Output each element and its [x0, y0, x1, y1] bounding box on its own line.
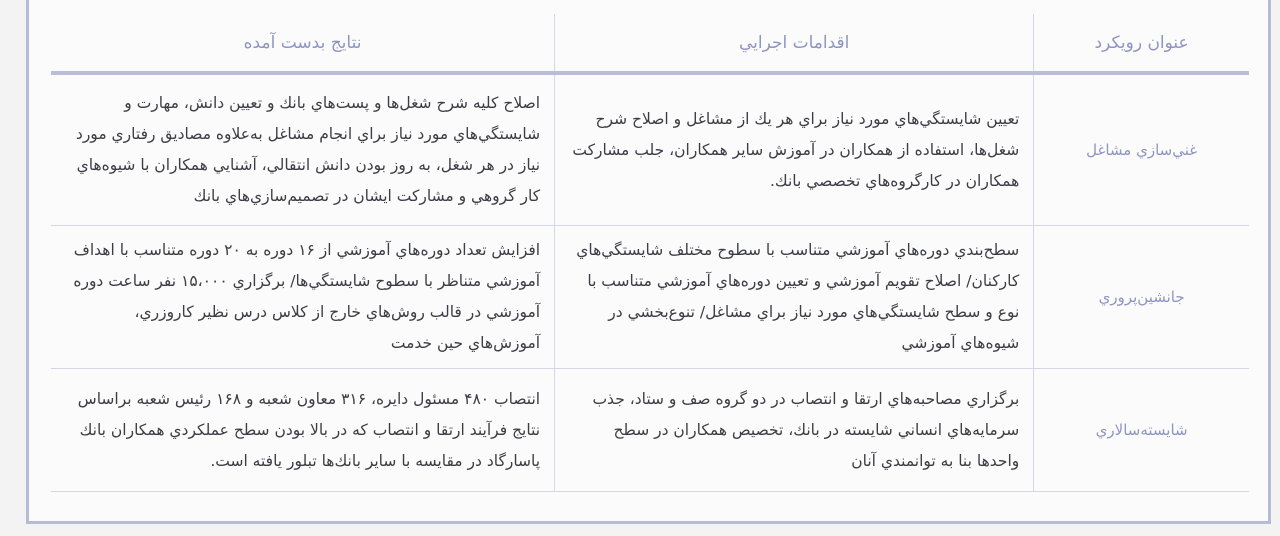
results-cell: اصلاح كليه شرح شغل‌ها و پست‌هاي بانك و تعيين دانش، مهارت و شايستگي‌هاي مورد نياز براي انجام مشاغل به‌علاوه مصاديق رفتاري مورد نياز در هر شغل، به روز بودن دانش انتقالي، آشنايي همكاران با شيوه‌هاي كار گروهي و مشاركت ايشان در تصميم‌سازي‌هاي بانك	[51, 73, 555, 226]
actions-cell: سطح‌بندي دوره‌هاي آموزشي متناسب با سطوح مختلف شايستگي‌هاي كاركنان/ اصلاح تقويم آموزشي و تعيين دوره‌هاي آموزشي متناسب با نوع و سطح شايستگي‌هاي مورد نياز براي مشاغل/ تنوع‌بخشي در شيوه‌هاي آموزشي	[555, 226, 1034, 369]
approaches-table	[51, 14, 1249, 492]
header-actions: اقدامات اجرايي	[555, 14, 1034, 73]
actions-cell: برگزاري مصاحبه‌هاي ارتقا و انتصاب در دو گروه صف و ستاد، جذب سرمايه‌هاي انساني شايسته در بانك، تخصيص همكاران در سطح واحدها بنا به توانمندي آنان	[555, 369, 1034, 492]
table-row	[51, 73, 1249, 226]
results-cell: افزايش تعداد دوره‌هاي آموزشي از ۱۶ دوره به ۲۰ دوره متناسب با اهداف آموزشي متناظر با سطوح شايستگي‌ها/ برگزاري ۱۵،۰۰۰ نفر ساعت دوره آموزشي در قالب روش‌هاي خارج از كلاس درس نظير كاروزري، آموزش‌هاي حين خدمت	[51, 226, 555, 369]
approach-cell: شايسته‌سالاري	[1034, 369, 1249, 492]
table-row	[51, 226, 1249, 369]
approach-cell: جانشين‌پروري	[1034, 226, 1249, 369]
header-results: نتايج بدست آمده	[51, 14, 555, 73]
results-cell: انتصاب ۴۸۰ مسئول دايره، ۳۱۶ معاون شعبه و ۱۶۸ رئيس شعبه براساس نتايج فرآيند ارتقا و انتصاب كه در بالا بودن سطح عملكردي همكاران بانك پاسارگاد در مقايسه با ساير بانك‌ها تبلور يافته است.	[51, 369, 555, 492]
table-frame	[26, 0, 1271, 524]
approach-cell: غني‌سازي مشاغل	[1034, 73, 1249, 226]
table-header-row	[51, 14, 1249, 73]
actions-cell: تعيين شايستگي‌هاي مورد نياز براي هر يك از مشاغل و اصلاح شرح شغل‌ها، استفاده از همكاران در آموزش ساير همكاران، جلب مشاركت همكاران در كارگروه‌هاي تخصصي بانك.	[555, 73, 1034, 226]
table-row	[51, 369, 1249, 492]
header-approach: عنوان رويكرد	[1034, 14, 1249, 73]
